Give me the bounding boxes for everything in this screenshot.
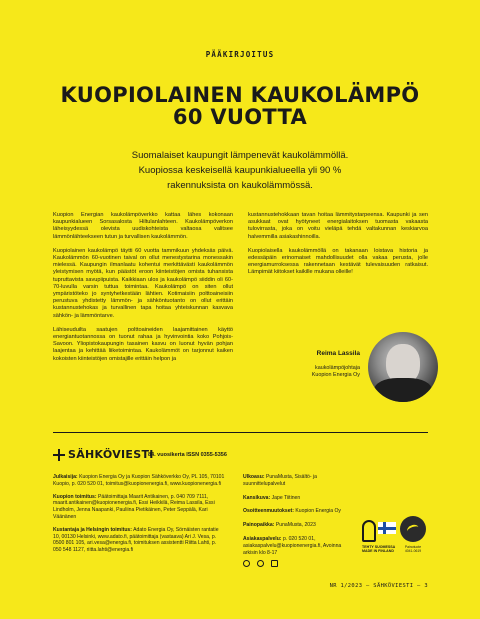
imprint-row (243, 495, 353, 502)
imprint-text: PunaMusta, Sisältö- ja suunnittelupalvelut (243, 474, 317, 487)
author-body (374, 378, 432, 402)
imprint-label: Asiakaspalvelu: (243, 535, 282, 542)
lead-line-2: Kuopiossa keskeisellä kaupunkialueella yli 90 % (138, 165, 342, 176)
imprint-right (243, 474, 353, 563)
imprint-text: p. 020 520 01, asiakaspalvelu@kuopionenergia.fi, Avoinna arkisin klo 8-17 (243, 535, 342, 556)
imprint-row (243, 474, 353, 488)
lead-line-3: rakennuksista on kaukolämmössä. (167, 180, 313, 191)
lead-line-1: Suomalaiset kaupungit lämpenevät kaukolämmöllä. (131, 150, 349, 161)
imprint-left (53, 474, 225, 560)
finnish-flag-icon (378, 522, 396, 534)
publication-logo (53, 448, 154, 461)
body-paragraph: Kuopiolainen kaukolämpö täytti 60 vuotta tammikuun yhdeksäs päivä. Kaukolämmön 60-vuotinen taival on ollut menestystarina monessakin mielessä. Kaupungin ilmanlaatu kohentui merkittävästi kaukolämmön yleistymisen myötä, kun päästöt eroon kiinteistöjen omista tuhansista tupruttavista savupiipuista. Kaikkiaan ulos ja kaukolämpö siiddin oli 60-70-luvulla varsin tuttua toimintaa. Kaukolämpö on siten ollut ympäristöteko jo syntyhetkestään lähtien. Kotimaisiin polttoaineisiin perustuva yhdistetty lämmön- ja sähköntuotanto on ollut erittäin kustannustehokas ja turvallinen tapa hoitaa yhteiskunnan kasvava sähkön- ja lämmöntarve. (53, 247, 233, 319)
imprint-label: Osoitteenmuutokset: (243, 508, 294, 515)
imprint-text: Kuopion Energia Oy ja Kuopion Sähköverkko Oy, PL 105, 70101 Kuopio, p. 020 520 01, toimitus@kuopionenergia.fi, www.kuopionenergia.fi (53, 474, 225, 487)
title-line-2: 60 VUOTTA (172, 105, 308, 129)
article-title (40, 84, 440, 128)
imprint-text: PunaMusta, 2023 (275, 522, 316, 529)
body-column-right (248, 212, 428, 284)
imprint-row (243, 508, 353, 515)
ecolabel-line-1: Painotuote (404, 545, 422, 549)
imprint-block (53, 494, 225, 521)
page-footer: NR 1/2023 – SÄHKÖVIESTI – 3 (329, 583, 428, 589)
ecolabel-line-2: 4041-0619 (404, 549, 422, 554)
imprint-label: Kansikuva: (243, 494, 271, 501)
author-photo (368, 332, 438, 402)
logo-text: SÄHKÖVIESTI (68, 448, 154, 461)
imprint-row (243, 522, 353, 529)
facebook-icon[interactable] (243, 560, 250, 567)
imprint-label: Julkaisija: (53, 474, 78, 480)
key-icon (362, 520, 376, 542)
issn-line: 84. vuosikerta ISSN 0355-5356 (148, 452, 227, 458)
badge-line-2: MADE IN FINLAND (362, 549, 394, 554)
instagram-icon[interactable] (257, 560, 264, 567)
body-paragraph: Kuopion Energian kaukolämpöverkko kattaa lähes kokonaan kaupunkialueen Sorsasalosta Hiltulanlahteen. Kaukolämpöverkon läheisyydessä olevista uudiskohteista valtaosa valitsee lämmönlähteekseen tutun ja turvallisen kaukolämmön. (53, 212, 233, 240)
made-in-finland-badge (362, 520, 396, 560)
body-paragraph: kustannustehokkaan tavan hoitaa lämmitystarpeensa. Kaupunki ja sen asukkaat ovat hyötyneet energialaitoksen tuomasta vakaasta tulovirrasta, joka on voitu vieläpä tehdä valtakunnan keskiarvoa halvemmilla asiakashinnoilla. (248, 212, 428, 240)
ecolabel-text (396, 545, 430, 553)
linkedin-icon[interactable] (271, 560, 278, 567)
imprint-text: Jape Tiitinen (271, 494, 301, 501)
imprint-row (243, 536, 353, 556)
lead-paragraph (100, 148, 380, 193)
imprint-text: Päätoimittaja Maarit Antikainen, p. 040 709 7111, maarit.antikainen@kuopionenergia.fi, Essi Heikkilä, Reima Lassila, Essi Lindholm, Jenna Naapanki, Pauliina Pietikäinen, Peter Seppälä, Kari Väänänen (53, 493, 215, 520)
imprint-label: Kuopion toimitus: (53, 493, 97, 500)
swan-ecolabel-icon (400, 516, 426, 542)
body-paragraph: Lähiseuduilta saatujen polttoaineiden laajamittainen käyttö energiantuotannossa on tuonut rahaa ja hyvinvointia koko Pohjois-Savoon. Yliopistokaupungin tasainen kasvu on luonut hyvän pohjan laajentaa ja kehittää liiketoimintaa. Kaukolämmöt on tarjonnut kaiken kokoisten kiinteistöjen omistajille erittäin helpon ja (53, 326, 233, 362)
author-role-title: kaukolämpöjohtaja (315, 365, 360, 371)
imprint-block (53, 527, 225, 554)
section-kicker: PÄÄKIRJOITUS (205, 50, 275, 59)
imprint-block (53, 474, 225, 488)
author-role (280, 365, 360, 379)
imprint-text: Adato Energia Oy, Sörnäisten rantatie 10, 00130 Helsinki, www.adato.fi, päätoimittaja (vastaava) Ari J. Vesa, p. 0500 801 105, ari.vesa@energia.fi, toimituksen assistentti Riitta Lahti, p. 050 548 1127, riitta.lahti@energia.fi (53, 526, 219, 554)
badge-line-1: TEHTY SUOMESSA (362, 545, 396, 549)
imprint-text: Kuopion Energia Oy (295, 508, 341, 515)
imprint-label: Painopaikka: (243, 522, 275, 529)
author-role-company: Kuopion Energia Oy (311, 372, 360, 378)
imprint-label: Kustantaja ja Helsingin toimitus: (53, 526, 132, 533)
imprint-label: Ulkoasu: (243, 474, 265, 480)
body-paragraph: Kuopiolaisella kaukolämmöllä on takanaan loistava historia ja edessäpäin erinomaiset mahdollisuudet olla vakaa perusta, jolle energiamurroksessa rakennetaan kestävät tulevaisuuden ratkaisut. Lämpimät kiitokset kaikille mukana olleille! (248, 247, 428, 276)
author-name: Reima Lassila (316, 350, 360, 357)
body-column-left (53, 212, 233, 370)
title-line-1: KUOPIOLAINEN KAUKOLÄMPÖ (60, 83, 420, 107)
plus-icon (53, 449, 65, 461)
social-links (243, 560, 278, 567)
divider (53, 432, 428, 433)
